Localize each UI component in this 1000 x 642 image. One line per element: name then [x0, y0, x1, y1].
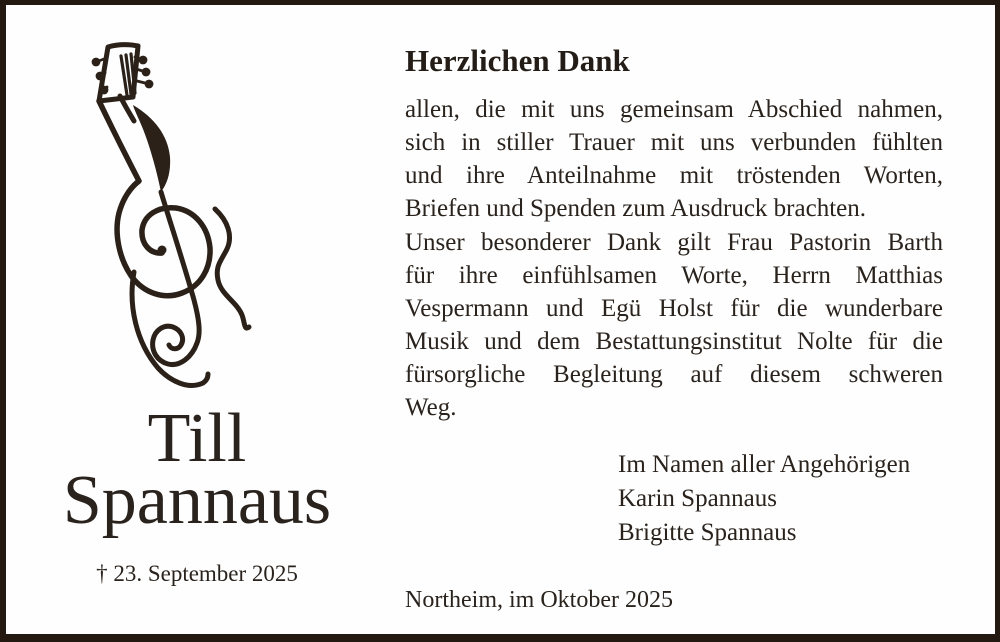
deceased-block	[18, 400, 376, 588]
signature-block	[618, 448, 910, 550]
paragraph-line: Vespermann und Egü Holst für die wunderbare	[405, 295, 943, 322]
paragraph-line: sich in stiller Trauer mit uns verbunden fühlten	[405, 129, 943, 156]
paragraph-line: für ihre einfühlsamen Worte, Herrn Matthias	[405, 262, 943, 289]
deceased-first-name: Till	[147, 400, 247, 477]
paragraph-line: Musik und dem Bestattungsinstitut Nolte für die	[405, 328, 943, 355]
signature-name: Karin Spannaus	[618, 485, 777, 512]
paragraph-2	[405, 226, 943, 424]
paragraph-line: und ihre Anteilnahme mit tröstenden Worten,	[405, 162, 943, 189]
paragraph-1	[405, 93, 943, 225]
signature-intro: Im Namen aller Angehörigen	[618, 451, 911, 478]
paragraph-line: Unser besonderer Dank gilt Frau Pastorin Barth	[405, 229, 943, 256]
deceased-last-name: Spannaus	[62, 462, 332, 539]
headstock	[92, 45, 154, 101]
treble-clef	[99, 96, 210, 365]
paragraph-line: Weg.	[405, 394, 457, 421]
signature-name: Brigitte Spannaus	[618, 519, 797, 546]
notice-heading: Herzlichen Dank	[405, 43, 630, 78]
death-date: † 23. September 2025	[96, 561, 298, 586]
paragraph-line: allen, die mit uns gemeinsam Abschied nahmen,	[405, 96, 943, 123]
guitar-treble-clef-icon	[88, 40, 258, 400]
paragraph-line: fürsorgliche Begleitung auf diesem schweren	[405, 361, 943, 388]
place-date: Northeim, im Oktober 2025	[405, 587, 673, 613]
paragraph-line: Briefen und Spenden zum Ausdruck brachten.	[405, 195, 866, 222]
guitar-body	[132, 209, 249, 385]
